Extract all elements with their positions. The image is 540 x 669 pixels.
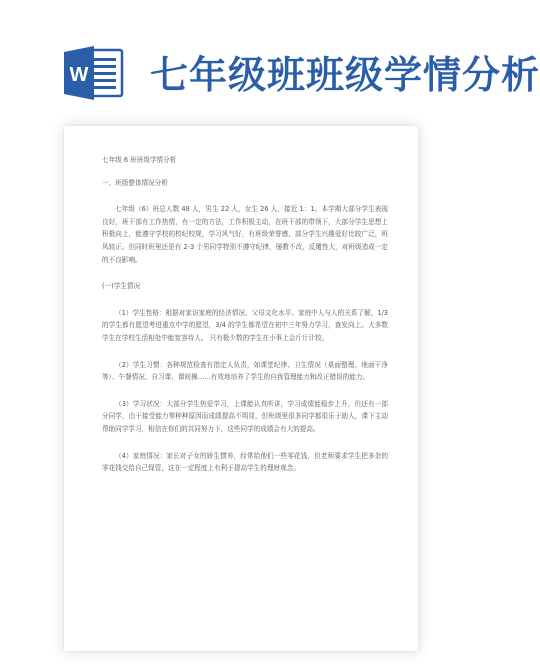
document-body	[102, 154, 388, 475]
banner	[0, 0, 540, 110]
banner-title: 七年级班班级学情分析	[150, 53, 540, 97]
item-paragraph-4: （4）家庭情况：家长对子女的娇生惯养，经常给他们一些零花钱，但老师要求学生把多余的零花钱交给自己保管，这在一定程度上有利于提高学生的理财观念。	[102, 451, 388, 473]
section-heading: 一、班级整体情况分析	[102, 178, 168, 187]
svg-text:W: W	[69, 64, 89, 86]
item-paragraph-3: （3）学习状况：大部分学生热爱学习，上课能认真听讲，学习成绩能稳步上升，但还有一部分同学，由于接受能力等种种原因而成绩提高不明显，但班级里很多同学都很乐于助人，课下主动帮助同学学习，相信在你们的共同努力下，这些同学的成绩会有大的提高。	[102, 399, 388, 433]
overview-paragraph: 七年级（6）班总人数 48 人，男生 22 人，女生 26 人，接近 1：1。本学期大部分学生表现良好，班干部有工作热情，有一定的方法，工作积极主动，在班干部的带领下，大部分学生思想上积极向上，能遵守学校的校纪校规，学习风气好，有班级荣誉感，部分学生兴趣爱好比较广泛，班风较正。但同时班里还是有 2-3 个男同学特别不遵守纪律，屡教不改，反覆性大，对班级造成一定的不良影响。	[102, 205, 388, 264]
item-paragraph-2: （2）学生习惯：各种规范检查有指定人负责，如课堂纪律、卫生情况（桌面整理、地面干净等）、午餐情况、自习课、课间操……有效地培养了学生的自我管理能力和改正错误的能力。	[102, 360, 388, 382]
word-document-icon	[62, 44, 124, 102]
document-page	[64, 126, 418, 651]
document-title: 七年级 6 班班级学情分析	[102, 156, 177, 164]
sub-heading: (一)学生情况	[102, 282, 141, 291]
item-paragraph-1: （1）学生性格：根据对家访家庭的经济情况、父母文化水平、家庭中人与人的关系了解，1/3 的学生都有愿望考进重点中学的愿望，3/4 的学生都希望在初中三年努力学习，查发向上。大多数学生在学校生活相处中能宽容待人。 只有极少数的学生在小事上会斤斤计较。	[102, 308, 388, 342]
